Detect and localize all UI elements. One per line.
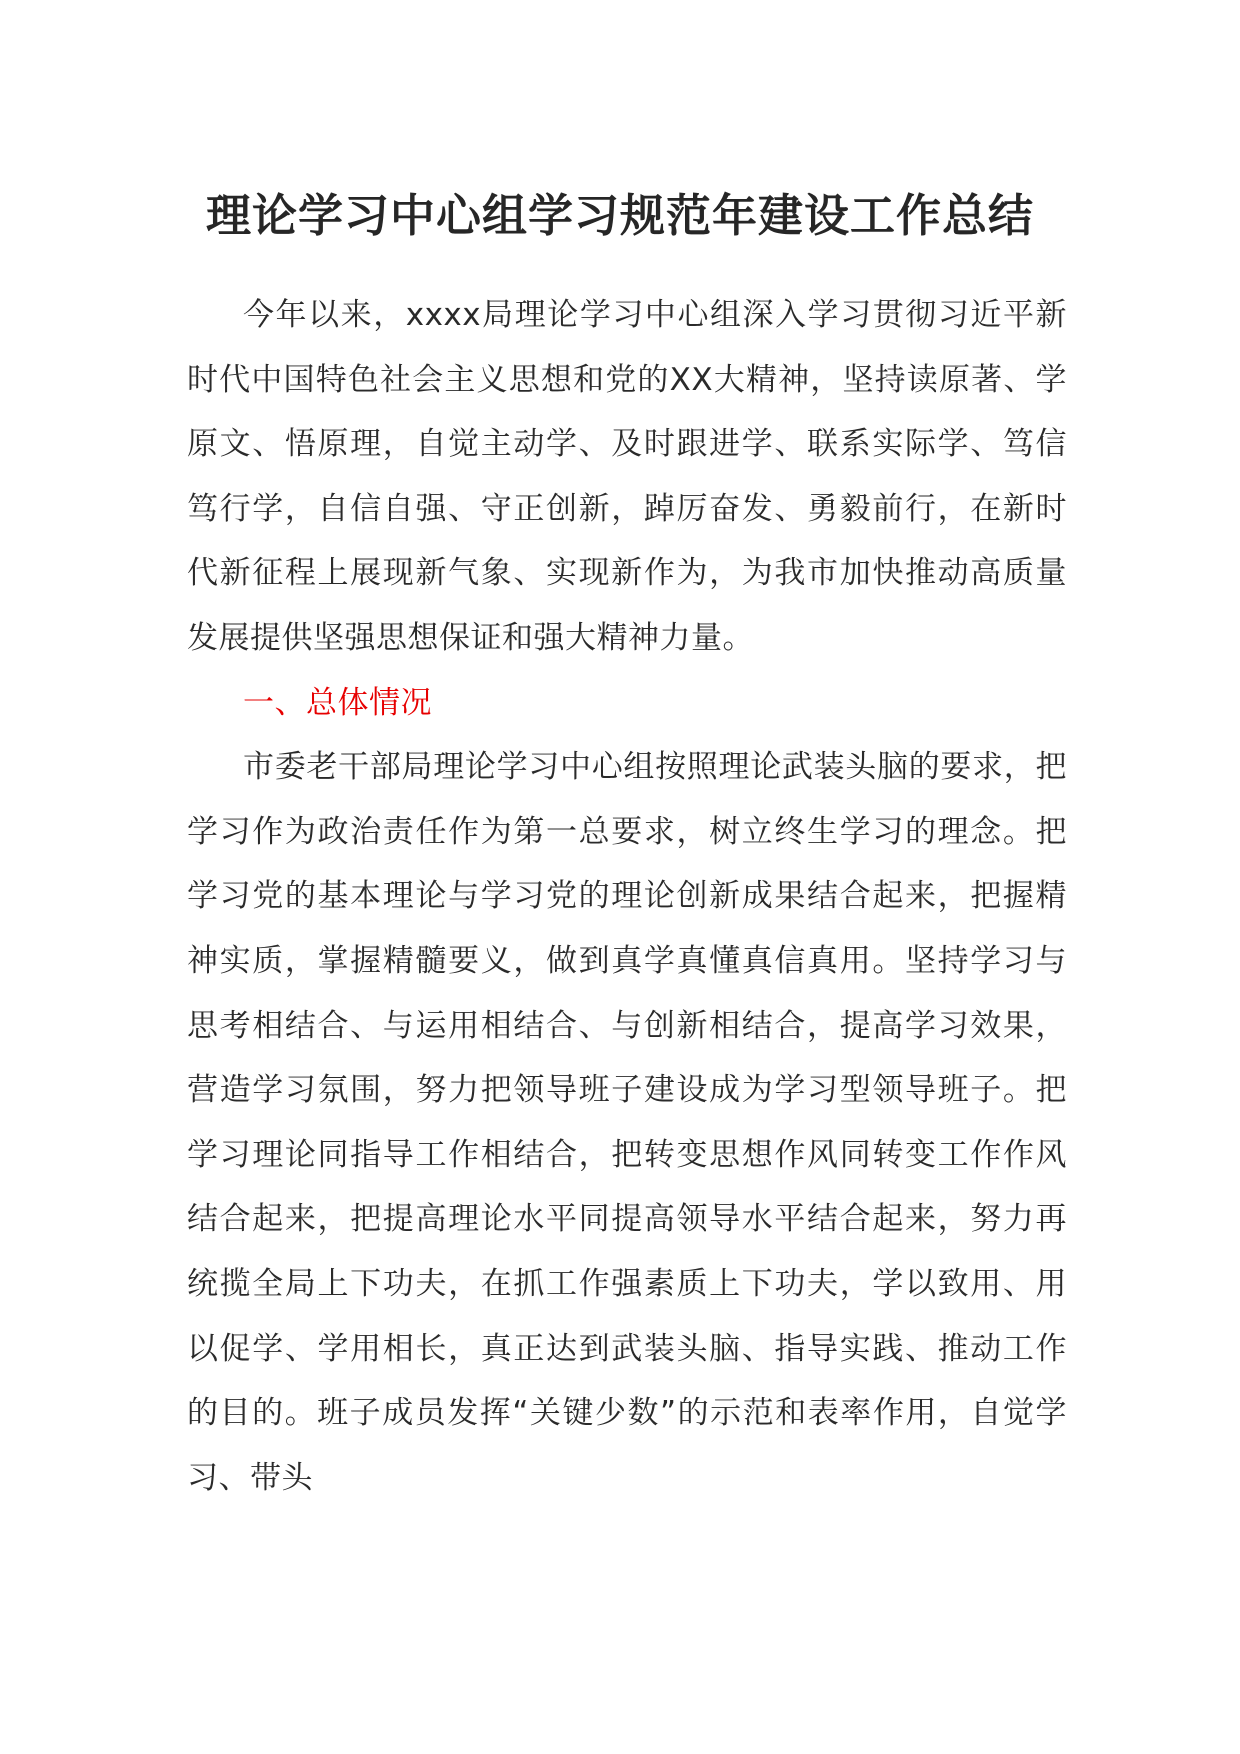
section-heading-overall: 一、总体情况 [243, 684, 432, 721]
intro-paragraph: 今年以来，xxxx局理论学习中心组深入学习贯彻习近平新时代中国特色社会主义思想和党的XX大精神，坚持读原著、学原文、悟原理，自觉主动学、及时跟进学、联系实际学、笃信笃行学，自信自强、守正创新，踔厉奋发、勇毅前行，在新时代新征程上展现新气象、实现新作为，为我市加快推动高质量发展提供坚强思想保证和强大精神力量。 [187, 297, 1067, 656]
document-title: 理论学习中心组学习规范年建设工作总结 [205, 189, 1034, 242]
document-body [187, 283, 1067, 1510]
section-paragraph-overall: 市委老干部局理论学习中心组按照理论武装头脑的要求，把学习作为政治责任作为第一总要求，树立终生学习的理念。把学习党的基本理论与学习党的理论创新成果结合起来，把握精神实质，掌握精髓要义，做到真学真懂真信真用。坚持学习与思考相结合、与运用相结合、与创新相结合，提高学习效果，营造学习氛围，努力把领导班子建设成为学习型领导班子。把学习理论同指导工作相结合，把转变思想作风同转变工作作风结合起来，把提高理论水平同提高领导水平结合起来，努力再统揽全局上下功夫，在抓工作强素质上下功夫，学以致用、用以促学、学用相长，真正达到武装头脑、指导实践、推动工作的目的。班子成员发挥“关键少数”的示范和表率作用，自觉学习、带头 [187, 749, 1067, 1496]
